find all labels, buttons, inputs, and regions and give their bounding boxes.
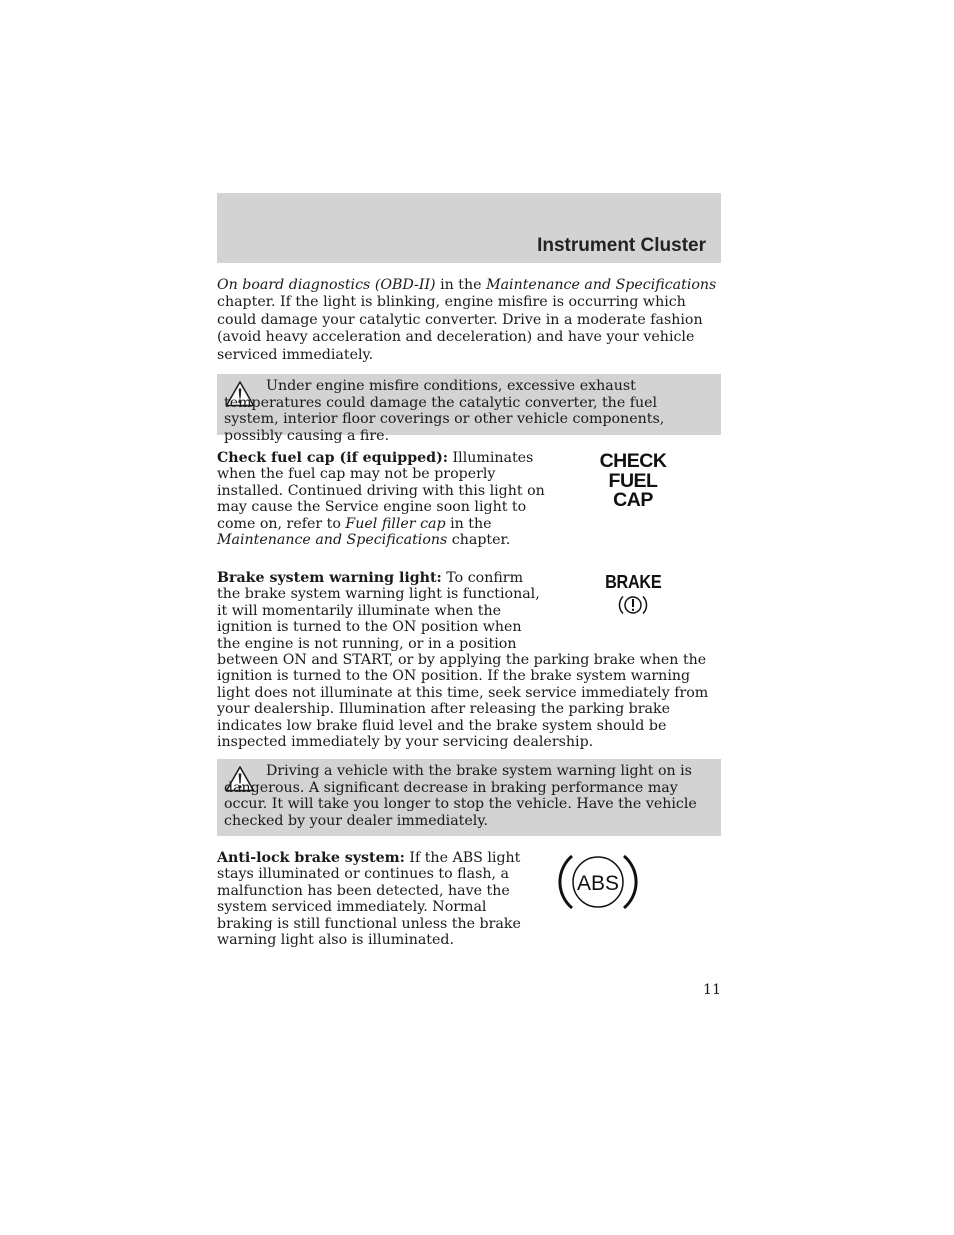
brake-section — [217, 570, 721, 750]
abs-section — [217, 850, 721, 948]
brake-text: To confirm the brake system warning light is functional, it will momentarily illuminate when the ignition is turned to the ON position when the engine is not running, or in a position between ON and START, or by applying the parking brake when the ignition is turned to the ON position. If the brake system warning light does not illuminate at this time, seek service immediately from your dealership. Illumination after releasing the parking brake indicates low brake fluid level and the brake system should be inspected immediately by your servicing dealership. — [217, 570, 709, 751]
brake-heading: Brake system warning light: — [217, 570, 442, 586]
obd-reference: On board diagnostics (OBD-II) — [217, 277, 436, 293]
warning-box-brake — [217, 759, 721, 836]
brake-warning-icon — [545, 570, 721, 638]
check-fuel-cap-icon — [545, 450, 721, 546]
section-header-band — [217, 193, 721, 263]
intro-text-1: in the — [435, 277, 487, 293]
abs-text: If the ABS light stays illuminated or continues to flash, a malfunction has been detected, have the system serviced immediately. Normal braking is still functional unless the brake warning light also is illuminated. — [217, 850, 521, 949]
abs-heading: Anti-lock brake system: — [217, 850, 405, 866]
warning-text-misfire: Under engine misfire conditions, excessive exhaust temperatures could damage the catalytic converter, the fuel system, interior floor coverings or other vehicle components, possibly causing a fire. — [224, 378, 665, 444]
intro-text-2: chapter. If the light is blinking, engine misfire is occurring which could damage your catalytic converter. Drive in a moderate fashion (avoid heavy acceleration and deceleration) and have your vehicle serviced immediately. — [217, 294, 703, 363]
intro-paragraph — [217, 277, 723, 364]
fuel-cap-heading: Check fuel cap (if equipped): — [217, 450, 449, 466]
abs-icon-label: ABS — [576, 872, 620, 895]
page-number: 11 — [702, 982, 721, 998]
abs-circle-icon — [521, 850, 721, 934]
abs-warning-icon — [521, 850, 721, 934]
fuel-cap-section — [217, 450, 721, 548]
maintenance-reference: Maintenance and Specifications — [486, 277, 717, 293]
brake-icon-label: BRAKE — [604, 572, 662, 592]
warning-text-brake: Driving a vehicle with the brake system warning light on is dangerous. A significant decrease in braking performance may occur. It will take you longer to stop the vehicle. Have the vehicle checked by your dealer immediately. — [224, 763, 697, 829]
page-title: Instrument Cluster — [537, 235, 706, 256]
fuel-cap-text-3: chapter. — [447, 532, 511, 549]
warning-box-misfire — [217, 374, 721, 444]
fuel-cap-text-2: in the — [445, 515, 492, 532]
maintenance-reference: Maintenance and Specifications — [217, 532, 448, 549]
fuel-cap-text-1: Illuminates when the fuel cap may not be properly installed. Continued driving with this light on may cause the Service engine soon light to come on, refer to — [217, 450, 545, 532]
fuel-cap-icon-line: FUEL — [608, 469, 658, 492]
fuel-cap-icon-line: CHECK — [599, 450, 667, 472]
fuel-cap-icon-line: CAP — [613, 489, 653, 511]
brake-circle-exclamation-icon — [613, 592, 653, 618]
fuel-filler-cap-reference: Fuel filler cap — [345, 515, 446, 532]
